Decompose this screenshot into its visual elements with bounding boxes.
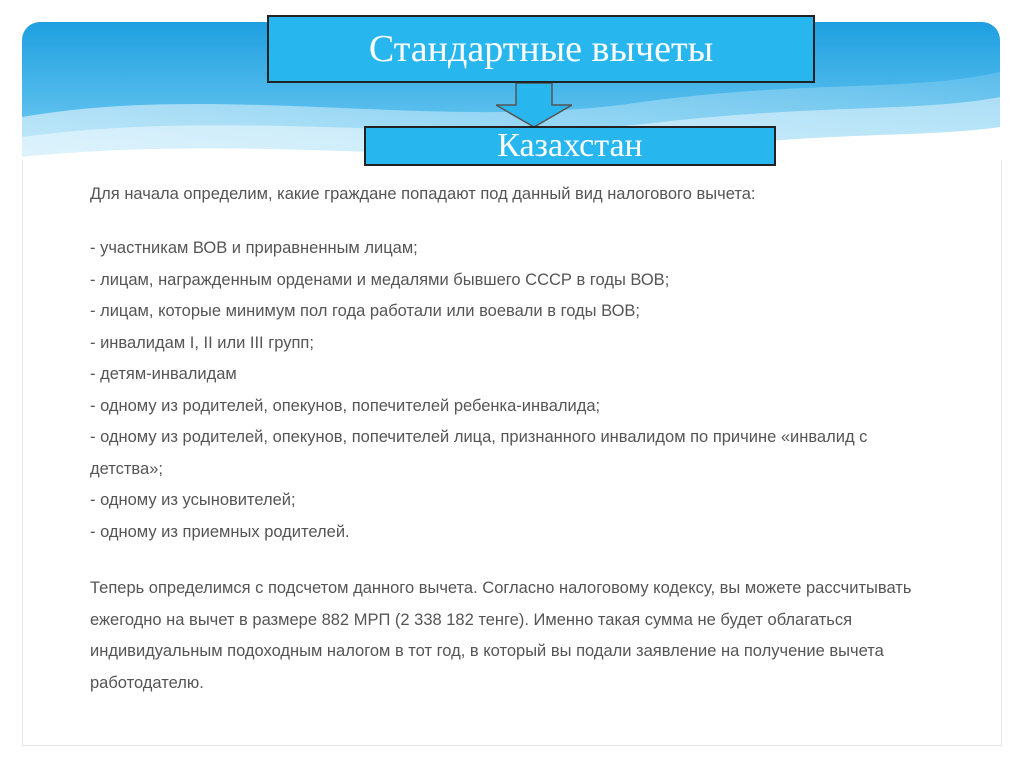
list-item: - одному из приемных родителей.	[90, 522, 350, 541]
paragraph-line: индивидуальным подоходным налогом в тот год, в который вы подали заявление на получение вычета	[90, 642, 884, 660]
intro-text: Для начала определим, какие граждане попадают под данный вид налогового вычета:	[90, 185, 756, 203]
body-text	[90, 178, 940, 697]
paragraph-line: работодателю.	[90, 673, 204, 692]
paragraph-line: ежегодно на вычет в размере 882 МРП (2 338 182 тенге). Именно такая сумма не будет облагаться	[90, 610, 853, 629]
down-arrow-icon	[496, 83, 572, 127]
paragraph-line: Теперь определимся с подсчетом данного вычета. Согласно налоговому кодексу, вы можете рассчитывать	[90, 579, 912, 597]
list-item: - одному из родителей, опекунов, попечителей лица, признанного инвалидом по причине «инвалид с	[90, 428, 868, 446]
list-item: - одному из усыновителей;	[90, 491, 296, 509]
list-item: - одному из родителей, опекунов, попечителей ребенка-инвалида;	[90, 396, 601, 415]
slide-subtitle-text: Казахстан	[497, 127, 643, 164]
list-item: детства»;	[90, 459, 163, 478]
list-item: - инвалидам I, II или III групп;	[90, 333, 314, 352]
list-item: - лицам, награжденным орденами и медалями бывшего СССР в годы ВОВ;	[90, 270, 670, 289]
list-item: - участникам ВОВ и приравненным лицам;	[90, 239, 418, 257]
slide-title-text: Стандартные вычеты	[368, 28, 714, 70]
list-item: - лицам, которые минимум пол года работали или воевали в годы ВОВ;	[90, 302, 640, 320]
list-item: - детям-инвалидам	[90, 365, 237, 383]
slide-subtitle	[364, 126, 776, 166]
slide-title	[267, 15, 815, 83]
